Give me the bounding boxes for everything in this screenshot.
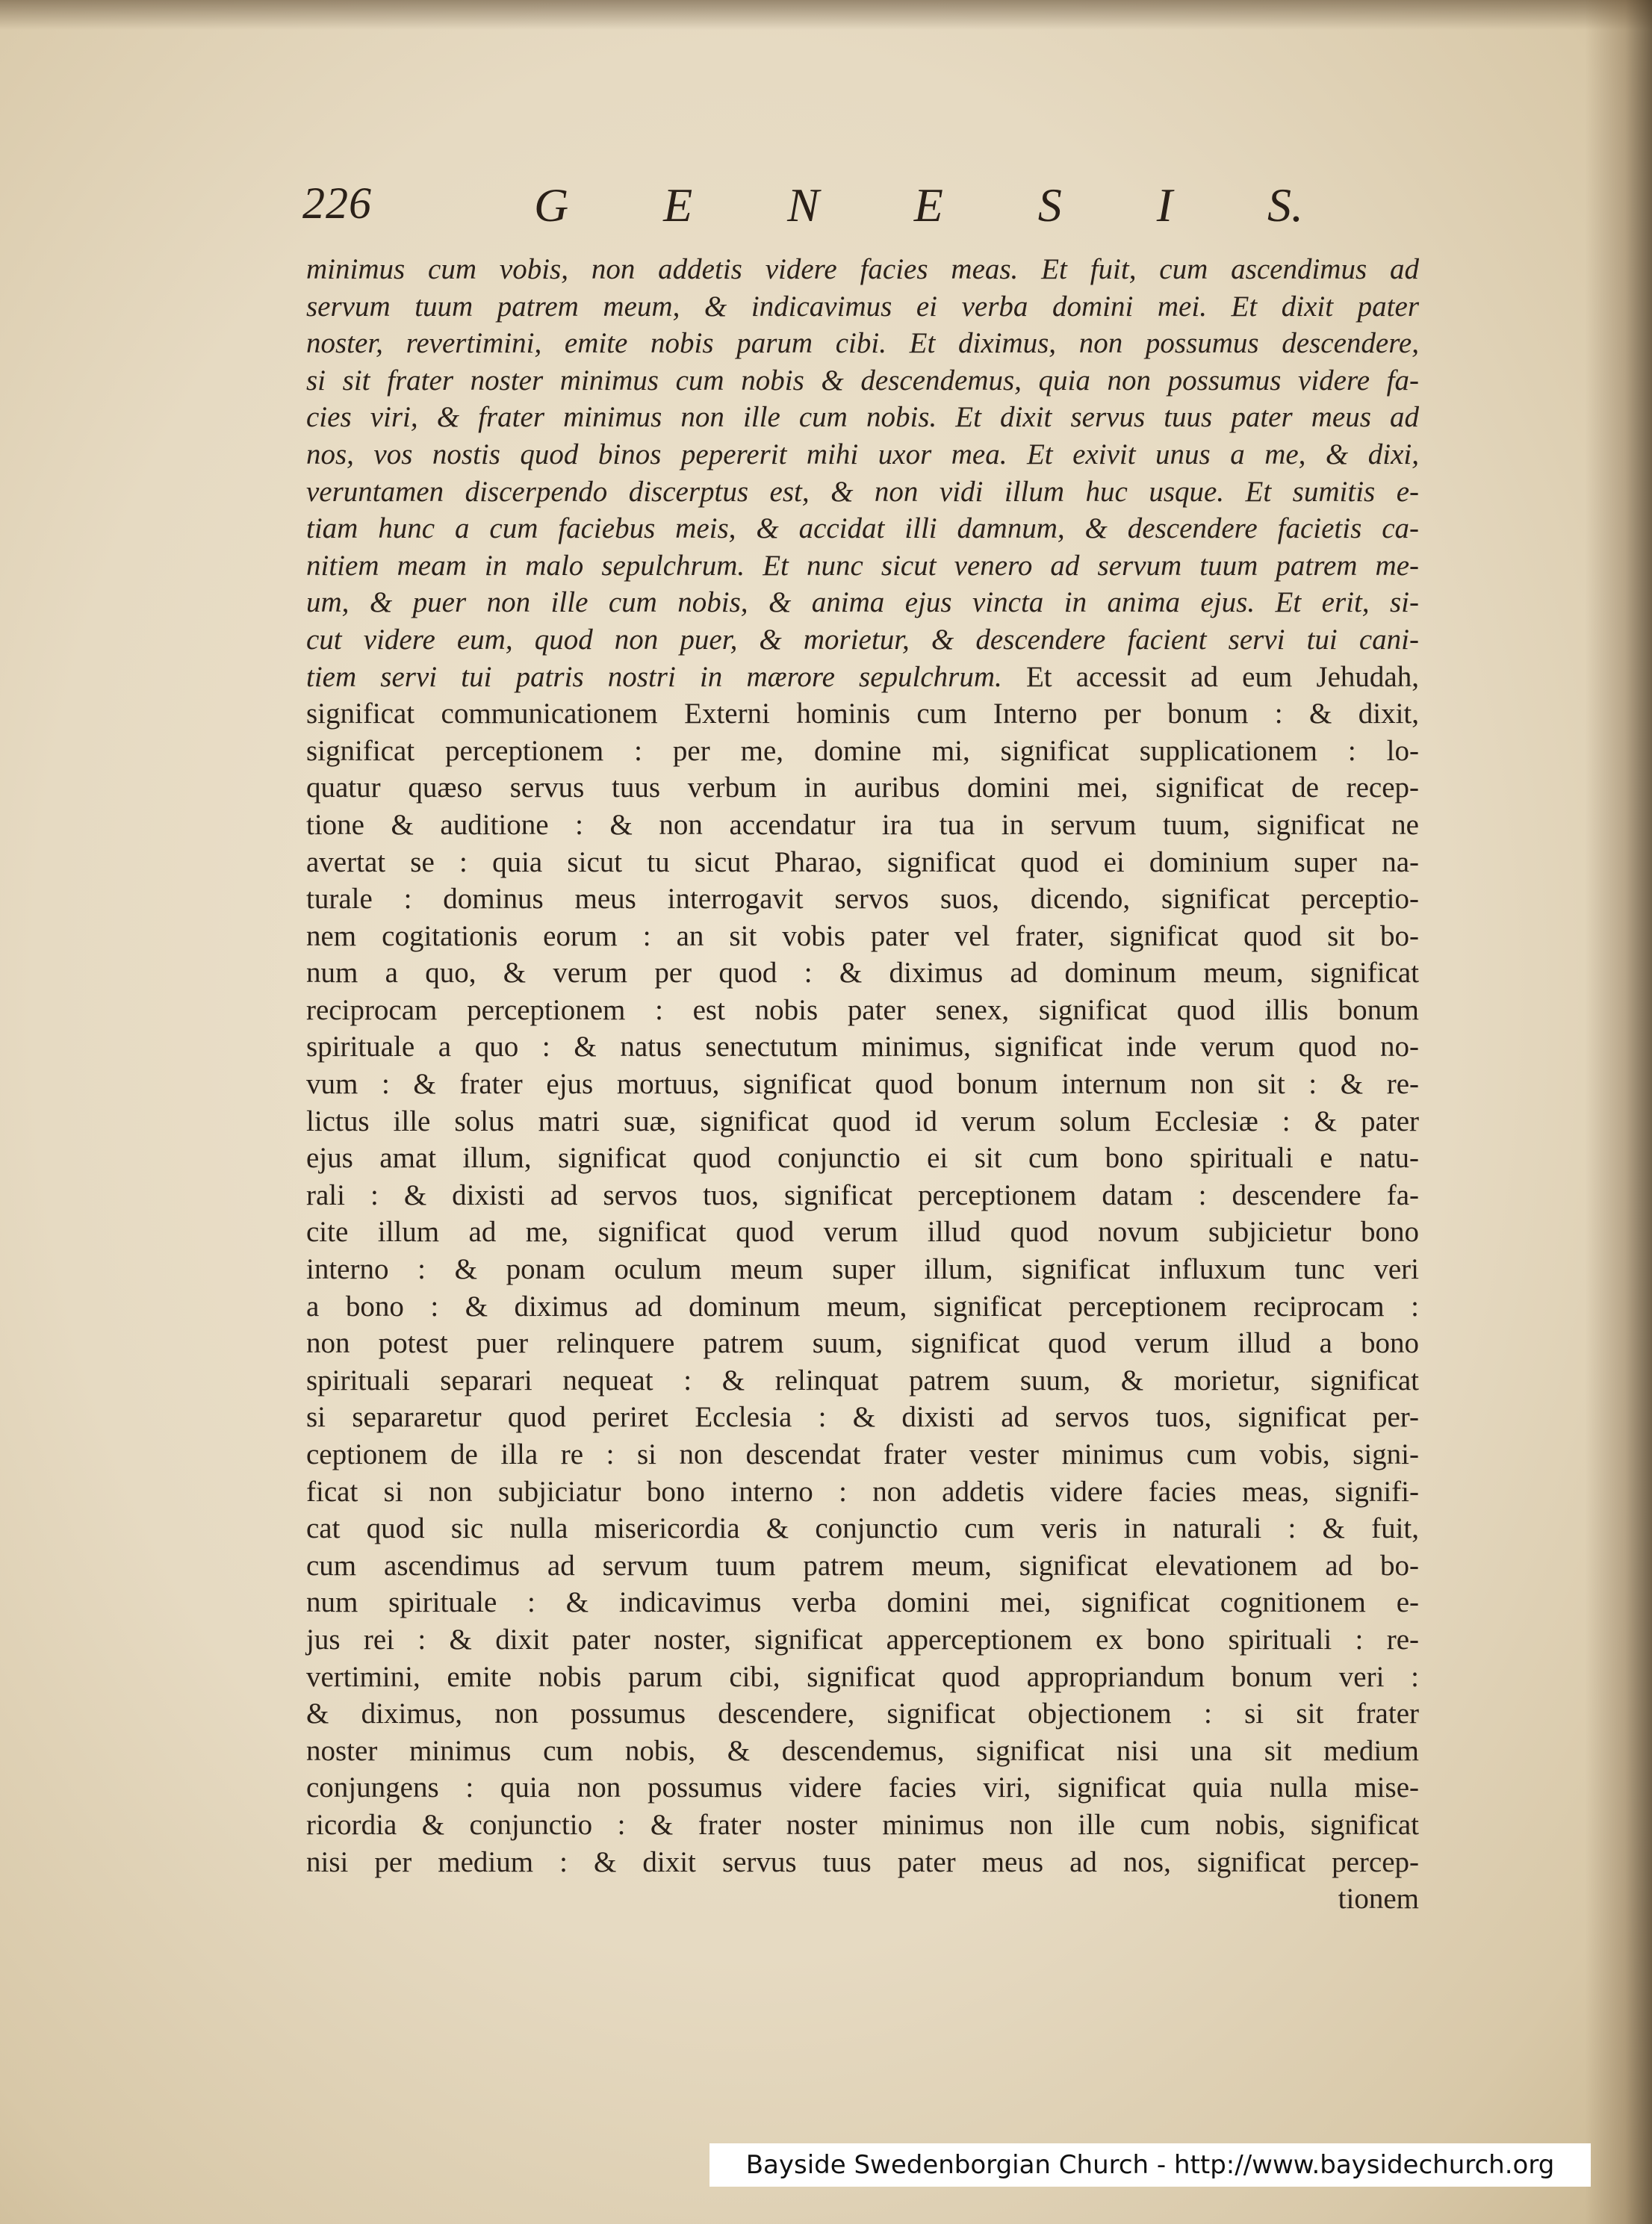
page-header (302, 178, 1303, 237)
text-line (306, 1288, 1419, 1326)
text-line (306, 1436, 1419, 1473)
text-line (306, 547, 1419, 585)
commentary-text: significat perceptionem : per me, domine mi, significat supplicationem : lo- (306, 734, 1419, 767)
commentary-text: jus rei : & dixit pater noster, significat apperceptionem ex bono spirituali : re- (306, 1623, 1419, 1656)
commentary-text: avertat se : quia sicut tu sicut Pharao, significat quod ei dominium super na- (306, 845, 1419, 878)
running-title-letter: N (787, 178, 819, 232)
commentary-text: ceptionem de illa re : si non descendat frater vester minimus cum vobis, signi- (306, 1438, 1419, 1470)
commentary-text: nisi per medium : & dixit servus tuus pater meus ad nos, significat percep- (306, 1845, 1419, 1878)
commentary-text: num a quo, & verum per quod : & diximus ad dominum meum, significat (306, 957, 1419, 990)
text-line (306, 1510, 1419, 1547)
running-title (534, 178, 1303, 233)
text-line (306, 1880, 1419, 1918)
page-top-shadow (0, 0, 1652, 30)
text-line (306, 1621, 1419, 1659)
text-line (306, 1547, 1419, 1585)
text-line (306, 954, 1419, 992)
scripture-text: minimus cum vobis, non addetis videre facies meas. Et fuit, cum ascendimus ad (306, 253, 1419, 285)
text-line (306, 1140, 1419, 1177)
text-line (306, 621, 1419, 659)
text-line (306, 992, 1419, 1029)
text-line (306, 1399, 1419, 1436)
commentary-text: ficat si non subjiciatur bono interno : non addetis videre facies meas, signifi- (306, 1475, 1419, 1508)
commentary-text: tione & auditione : & non accendatur ira tua in servum tuum, significat ne (306, 808, 1419, 841)
text-line (306, 1584, 1419, 1621)
body-text (306, 251, 1419, 1918)
running-title-letter: E (913, 178, 943, 232)
scripture-text: um, & puer non ille cum nobis, & anima ejus vincta in anima ejus. Et erit, si- (306, 586, 1419, 619)
page-number: 226 (302, 178, 372, 228)
text-line (306, 733, 1419, 770)
commentary-text: spirituali separari nequeat : & relinquat patrem suum, & morietur, significat (306, 1364, 1419, 1397)
scripture-text: veruntamen discerpendo discerptus est, & non vidi illum huc usque. Et sumitis e- (306, 475, 1419, 508)
text-line (306, 473, 1419, 511)
commentary-text: cite illum ad me, significat quod verum illud quod novum subjicietur bono (306, 1216, 1419, 1249)
scripture-text: servum tuum patrem meum, & indicavimus ei verba domini mei. Et dixit pater (306, 290, 1419, 323)
scripture-text: cut videre eum, quod non puer, & morietur, & descendere facient servi tui cani- (306, 623, 1419, 656)
commentary-text: vum : & frater ejus mortuus, significat quod bonum internum non sit : & re- (306, 1068, 1419, 1101)
text-line (306, 436, 1419, 473)
commentary-text: significat communicationem Externi hominis cum Interno per bonum : & dixit, (306, 698, 1419, 730)
text-line (306, 362, 1419, 400)
commentary-text: a bono : & diximus ad dominum meum, significat perceptionem reciprocam : (306, 1290, 1419, 1323)
running-title-letter: I (1156, 178, 1173, 232)
text-line (306, 1325, 1419, 1362)
scripture-text: noster, revertimini, emite nobis parum cibi. Et diximus, non possumus descendere, (306, 327, 1419, 360)
text-line (306, 807, 1419, 844)
running-title-letter: S. (1267, 178, 1303, 232)
commentary-text: & diximus, non possumus descendere, significat objectionem : si sit frater (306, 1697, 1419, 1730)
text-line (306, 1177, 1419, 1214)
commentary-text: si separaretur quod periret Ecclesia : & dixisti ad servos tuos, significat per- (306, 1401, 1419, 1434)
commentary-text: cum ascendimus ad servum tuum patrem meum, significat elevationem ad bo- (306, 1549, 1419, 1582)
scripture-text: cies viri, & frater minimus non ille cum nobis. Et dixit servus tuus pater meus ad (306, 401, 1419, 434)
scripture-text: tiam hunc a cum faciebus meis, & accidat illi damnum, & descendere facietis ca- (306, 512, 1419, 545)
commentary-text: rali : & dixisti ad servos tuos, significat perceptionem datam : descendere fa- (306, 1178, 1419, 1211)
scripture-text: nos, vos nostis quod binos pepererit mihi uxor mea. Et exivit unus a me, & dixi, (306, 438, 1419, 470)
text-line (306, 399, 1419, 436)
footer-credit: Bayside Swedenborgian Church - http://www.baysidechurch.org (709, 2143, 1591, 2187)
text-line (306, 251, 1419, 288)
text-line (306, 1066, 1419, 1103)
commentary-text: ricordia & conjunctio : & frater noster minimus non ille cum nobis, significat (306, 1808, 1419, 1841)
commentary-text: quatur quæso servus tuus verbum in auribus domini mei, significat de recep- (306, 771, 1419, 804)
running-title-letter: S (1037, 178, 1062, 232)
running-title-letter: E (663, 178, 693, 232)
text-line (306, 1214, 1419, 1251)
commentary-text: vertimini, emite nobis parum cibi, significat quod appropriandum bonum veri : (306, 1660, 1419, 1693)
scripture-text: si sit frater noster minimus cum nobis & descendemus, quia non possumus videre fa- (306, 364, 1419, 397)
text-line (306, 1807, 1419, 1844)
commentary-text: spirituale a quo : & natus senectutum minimus, significat inde verum quod no- (306, 1031, 1419, 1063)
commentary-text: tionem (1338, 1883, 1419, 1916)
text-line (306, 1695, 1419, 1733)
text-line (306, 1103, 1419, 1140)
text-line (306, 288, 1419, 326)
text-line (306, 1473, 1419, 1511)
text-line (306, 695, 1419, 733)
text-line (306, 1733, 1419, 1770)
commentary-text: lictus ille solus matri suæ, significat quod id verum solum Ecclesiæ : & pater (306, 1105, 1419, 1137)
scripture-text: nitiem meam in malo sepulchrum. Et nunc sicut venero ad servum tuum patrem me- (306, 549, 1419, 582)
text-line (306, 1028, 1419, 1066)
scripture-text: tiem servi tui patris nostri in mærore sepulchrum. (306, 660, 1002, 693)
running-title-letter: G (534, 178, 569, 232)
commentary-text: turale : dominus meus interrogavit servos suos, dicendo, significat perceptio- (306, 883, 1419, 916)
commentary-text: num spirituale : & indicavimus verba domini mei, significat cognitionem e- (306, 1586, 1419, 1619)
commentary-text: cat quod sic nulla misericordia & conjunctio cum veris in naturali : & fuit, (306, 1512, 1419, 1545)
text-line (306, 1659, 1419, 1696)
commentary-text: conjungens : quia non possumus videre facies viri, significat quia nulla mise- (306, 1771, 1419, 1804)
text-line (306, 325, 1419, 362)
commentary-text: noster minimus cum nobis, & descendemus, significat nisi una sit medium (306, 1734, 1419, 1767)
text-line (306, 880, 1419, 918)
text-line (306, 659, 1419, 696)
commentary-text: non potest puer relinquere patrem suum, significat quod verum illud a bono (306, 1327, 1419, 1360)
commentary-text: reciprocam perceptionem : est nobis pater senex, significat quod illis bonum (306, 993, 1419, 1026)
commentary-text: Et accessit ad eum Jehudah, (1002, 660, 1419, 693)
text-line (306, 1769, 1419, 1807)
text-line (306, 1844, 1419, 1881)
commentary-text: nem cogitationis eorum : an sit vobis pater vel frater, significat quod sit bo- (306, 919, 1419, 952)
text-line (306, 769, 1419, 807)
text-line (306, 510, 1419, 547)
commentary-text: interno : & ponam oculum meum super illum, significat influxum tunc veri (306, 1253, 1419, 1286)
text-line (306, 584, 1419, 621)
commentary-text: ejus amat illum, significat quod conjunctio ei sit cum bono spirituali e natu- (306, 1142, 1419, 1175)
text-line (306, 844, 1419, 881)
book-spine-shadow (1585, 0, 1652, 2224)
text-line (306, 918, 1419, 955)
text-line (306, 1251, 1419, 1288)
text-line (306, 1362, 1419, 1400)
